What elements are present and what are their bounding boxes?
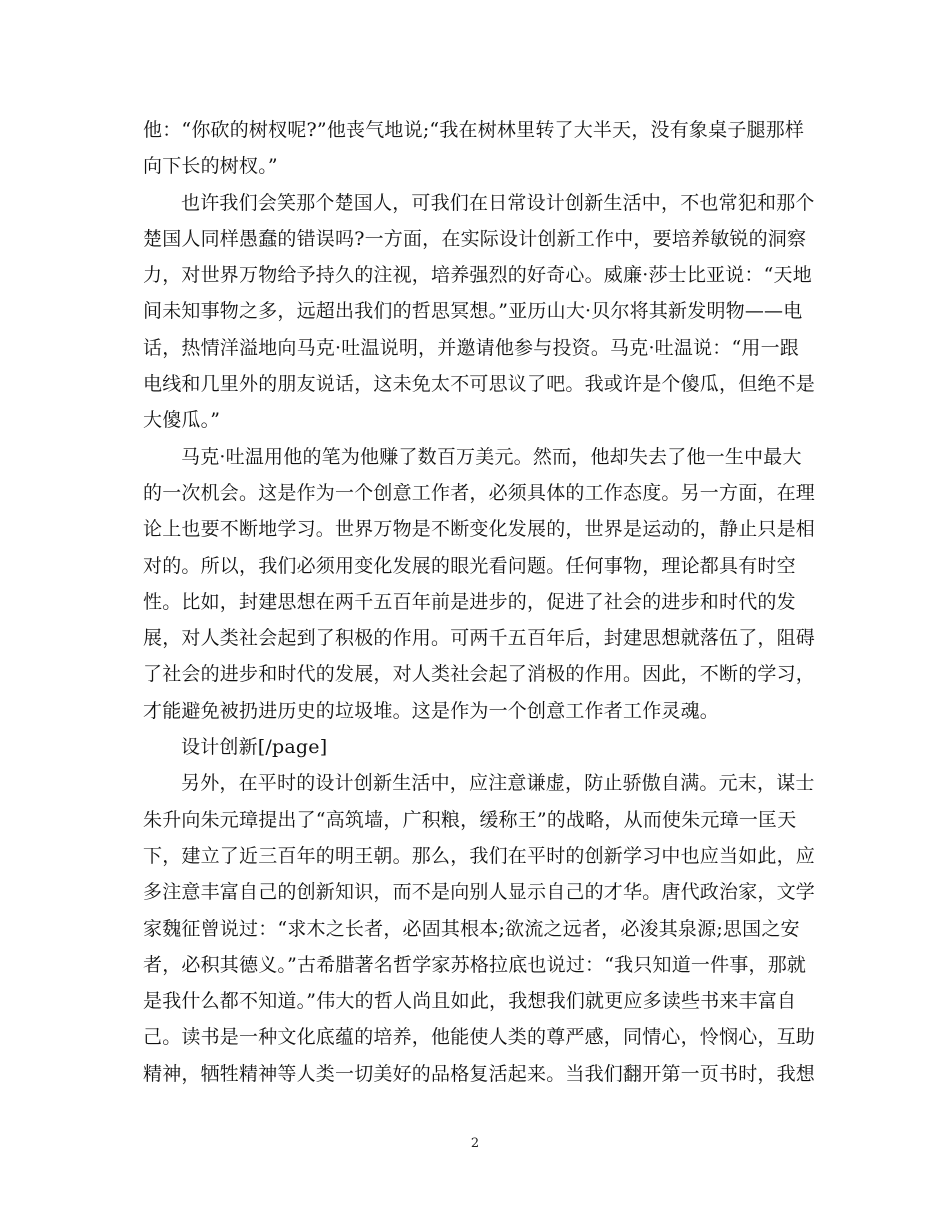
document-body bbox=[143, 112, 816, 1092]
text-line: 是我什么都不知道。”伟大的哲人尚且如此，我想我们就更应多读些书来丰富自 bbox=[143, 990, 797, 1013]
paragraph bbox=[143, 112, 807, 185]
text-line: 己。读书是一种文化底蕴的培养，他能使人类的尊严感，同情心，怜悯心，互助 bbox=[143, 1026, 816, 1049]
text-line: 向下长的树杈。” bbox=[143, 155, 278, 178]
text-line: 朱升向朱元璋提出了“高筑墙，广积粮，缓称王”的战略，从而使朱元璋一匡天 bbox=[143, 808, 797, 831]
text-line: 也许我们会笑那个楚国人，可我们在日常设计创新生活中，不也常犯和那个 bbox=[181, 191, 815, 214]
text-line: 的一次机会。这是作为一个创意工作者，必须具体的工作态度。另一方面，在理 bbox=[143, 481, 816, 504]
text-line: 多注意丰富自己的创新知识，而不是向别人显示自己的才华。唐代政治家，文学 bbox=[143, 881, 816, 904]
paragraph bbox=[143, 765, 816, 1092]
text-line: 大傻瓜。” bbox=[143, 409, 221, 432]
text-line: 下，建立了近三百年的明王朝。那么，我们在平时的创新学习中也应当如此，应 bbox=[143, 844, 816, 867]
text-line: 设计创新[/page] bbox=[181, 736, 328, 759]
text-line: 马克·吐温用他的笔为他赚了数百万美元。然而，他却失去了他一生中最大 bbox=[181, 445, 802, 468]
paragraph bbox=[143, 185, 816, 439]
text-line: 间未知事物之多，远超出我们的哲思冥想。”亚历山大·贝尔将其新发明物——电 bbox=[143, 300, 803, 323]
text-line: 才能避免被扔进历史的垃圾堆。这是作为一个创意工作者工作灵魂。 bbox=[143, 699, 720, 722]
text-line: 楚国人同样愚蠢的错误吗?一方面，在实际设计创新工作中，要培养敏锐的洞察 bbox=[143, 227, 807, 250]
text-line: 了社会的进步和时代的发展，对人类社会起了消极的作用。因此，不断的学习， bbox=[143, 663, 816, 686]
text-line: 性。比如，封建思想在两千五百年前是进步的，促进了社会的进步和时代的发 bbox=[143, 590, 796, 613]
text-line: 力，对世界万物给予持久的注视，培养强烈的好奇心。威廉·莎士比亚说：“天地 bbox=[143, 264, 812, 287]
text-line: 家魏征曾说过：“求木之长者，必固其根本;欲流之远者，必浚其泉源;思国之安 bbox=[143, 917, 800, 940]
text-line: 论上也要不断地学习。世界万物是不断变化发展的，世界是运动的，静止只是相 bbox=[143, 518, 816, 541]
text-line: 他：“你砍的树杈呢?”他丧气地说;“我在树林里转了大半天，没有象桌子腿那样 bbox=[143, 119, 805, 141]
text-line: 话，热情洋溢地向马克·吐温说明，并邀请他参与投资。马克·吐温说：“用一跟 bbox=[143, 336, 799, 359]
text-line: 精神，牺牲精神等人类一切美好的品格复活起来。当我们翻开第一页书时，我想 bbox=[143, 1062, 816, 1085]
paragraph bbox=[143, 729, 807, 765]
text-line: 者，必积其德义。”古希腊著名哲学家苏格拉底也说过：“我只知道一件事，那就 bbox=[143, 953, 807, 976]
text-line: 另外，在平时的设计创新生活中，应注意谦虚，防止骄傲自满。元末，谋士 bbox=[181, 772, 815, 795]
page-number: 2 bbox=[470, 1136, 480, 1151]
text-line: 对的。所以，我们必须用变化发展的眼光看问题。任何事物，理论都具有时空 bbox=[143, 554, 796, 577]
text-line: 电线和几里外的朋友说话，这未免太不可思议了吧。我或许是个傻瓜，但绝不是 bbox=[143, 373, 816, 396]
paragraph bbox=[143, 439, 816, 729]
text-line: 展，对人类社会起到了积极的作用。可两千五百年后，封建思想就落伍了，阻碍 bbox=[143, 627, 816, 650]
